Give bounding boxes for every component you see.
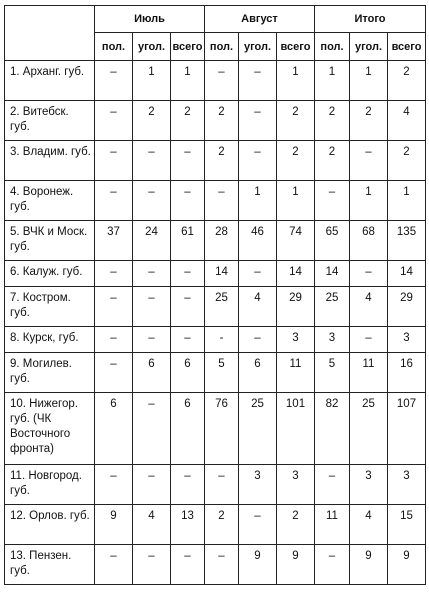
table-row xyxy=(5,61,426,101)
header-group-august: Август xyxy=(205,6,315,33)
value-cell: 37 xyxy=(95,221,133,261)
value-cell: 9 xyxy=(388,545,426,585)
value-cell: 14 xyxy=(205,261,239,287)
value-cell: 16 xyxy=(388,353,426,393)
value-cell: 2 xyxy=(277,505,315,545)
value-cell: – xyxy=(350,141,388,181)
value-cell: – xyxy=(239,101,277,141)
value-cell: - xyxy=(205,327,239,353)
value-cell: 3 xyxy=(315,327,350,353)
table-row xyxy=(5,393,426,465)
region-name-cell: 8. Курск, губ. xyxy=(5,327,95,353)
table-row xyxy=(5,505,426,545)
value-cell: – xyxy=(239,61,277,101)
value-cell: – xyxy=(239,141,277,181)
table-row xyxy=(5,287,426,327)
header-sub-total: всего xyxy=(277,33,315,61)
header-sub-political: пол. xyxy=(95,33,133,61)
value-cell: 5 xyxy=(205,353,239,393)
value-cell: 82 xyxy=(315,393,350,465)
region-name-cell: 3. Владим. губ. xyxy=(5,141,95,181)
value-cell: – xyxy=(95,61,133,101)
value-cell: – xyxy=(171,261,205,287)
value-cell: 2 xyxy=(388,61,426,101)
value-cell: 9 xyxy=(239,545,277,585)
region-name-cell: 7. Костром. губ. xyxy=(5,287,95,327)
value-cell: 68 xyxy=(350,221,388,261)
value-cell: – xyxy=(205,465,239,505)
value-cell: – xyxy=(350,261,388,287)
value-cell: – xyxy=(171,545,205,585)
value-cell: 6 xyxy=(95,393,133,465)
value-cell: 2 xyxy=(315,141,350,181)
header-group-total: Итого xyxy=(315,6,426,33)
value-cell: 6 xyxy=(133,353,171,393)
region-name-cell: 5. ВЧК и Моск. губ. xyxy=(5,221,95,261)
value-cell: 3 xyxy=(277,465,315,505)
region-name-cell: 9. Могилев. губ. xyxy=(5,353,95,393)
value-cell: – xyxy=(95,141,133,181)
value-cell: 3 xyxy=(350,465,388,505)
value-cell: 2 xyxy=(277,101,315,141)
value-cell: 1 xyxy=(133,61,171,101)
value-cell: 3 xyxy=(277,327,315,353)
value-cell: – xyxy=(95,287,133,327)
value-cell: 4 xyxy=(239,287,277,327)
region-name-cell: 13. Пензен. губ. xyxy=(5,545,95,585)
region-name-cell: 2. Витебск. губ. xyxy=(5,101,95,141)
value-cell: – xyxy=(239,261,277,287)
value-cell: 14 xyxy=(388,261,426,287)
value-cell: 11 xyxy=(315,505,350,545)
value-cell: 2 xyxy=(133,101,171,141)
value-cell: 4 xyxy=(133,505,171,545)
header-sub-political: пол. xyxy=(315,33,350,61)
header-sub-total: всего xyxy=(171,33,205,61)
value-cell: 4 xyxy=(388,101,426,141)
value-cell: 13 xyxy=(171,505,205,545)
value-cell: 61 xyxy=(171,221,205,261)
value-cell: 11 xyxy=(277,353,315,393)
header-sub-political: пол. xyxy=(205,33,239,61)
region-name-cell: 4. Воронеж. губ. xyxy=(5,181,95,221)
value-cell: 2 xyxy=(171,101,205,141)
value-cell: 2 xyxy=(277,141,315,181)
region-name-cell: 12. Орлов. губ. xyxy=(5,505,95,545)
value-cell: – xyxy=(315,545,350,585)
value-cell: – xyxy=(315,465,350,505)
value-cell: – xyxy=(315,181,350,221)
value-cell: – xyxy=(95,101,133,141)
table-row xyxy=(5,141,426,181)
value-cell: 2 xyxy=(350,101,388,141)
value-cell: 1 xyxy=(239,181,277,221)
value-cell: – xyxy=(95,465,133,505)
value-cell: – xyxy=(133,465,171,505)
value-cell: – xyxy=(133,393,171,465)
header-group-july: Июль xyxy=(95,6,205,33)
value-cell: 6 xyxy=(239,353,277,393)
value-cell: 3 xyxy=(388,327,426,353)
value-cell: 28 xyxy=(205,221,239,261)
value-cell: 25 xyxy=(239,393,277,465)
value-cell: 46 xyxy=(239,221,277,261)
value-cell: – xyxy=(171,141,205,181)
value-cell: – xyxy=(350,327,388,353)
value-cell: 2 xyxy=(205,141,239,181)
value-cell: – xyxy=(133,141,171,181)
value-cell: 2 xyxy=(388,141,426,181)
header-blank-cell xyxy=(5,6,95,61)
value-cell: – xyxy=(95,353,133,393)
value-cell: – xyxy=(95,181,133,221)
header-sub-criminal: угол. xyxy=(350,33,388,61)
value-cell: – xyxy=(205,545,239,585)
value-cell: 1 xyxy=(350,181,388,221)
value-cell: 9 xyxy=(350,545,388,585)
value-cell: – xyxy=(133,287,171,327)
value-cell: 9 xyxy=(277,545,315,585)
region-name-cell: 11. Новгород. губ. xyxy=(5,465,95,505)
value-cell: – xyxy=(133,545,171,585)
value-cell: 5 xyxy=(315,353,350,393)
value-cell: 4 xyxy=(350,505,388,545)
value-cell: 25 xyxy=(315,287,350,327)
value-cell: 65 xyxy=(315,221,350,261)
value-cell: 14 xyxy=(277,261,315,287)
header-sub-criminal: угол. xyxy=(133,33,171,61)
value-cell: – xyxy=(171,327,205,353)
value-cell: 6 xyxy=(171,393,205,465)
value-cell: 2 xyxy=(315,101,350,141)
value-cell: 14 xyxy=(315,261,350,287)
value-cell: 1 xyxy=(277,61,315,101)
table-row xyxy=(5,327,426,353)
value-cell: – xyxy=(95,327,133,353)
value-cell: 101 xyxy=(277,393,315,465)
value-cell: 3 xyxy=(388,465,426,505)
value-cell: 135 xyxy=(388,221,426,261)
value-cell: 9 xyxy=(95,505,133,545)
value-cell: 24 xyxy=(133,221,171,261)
table-row xyxy=(5,181,426,221)
value-cell: 1 xyxy=(315,61,350,101)
table-body xyxy=(5,61,426,585)
region-name-cell: 1. Арханг. губ. xyxy=(5,61,95,101)
region-name-cell: 10. Нижегор. губ. (ЧК Восточного фронта) xyxy=(5,393,95,465)
value-cell: 74 xyxy=(277,221,315,261)
value-cell: – xyxy=(171,465,205,505)
value-cell: – xyxy=(239,505,277,545)
table-row xyxy=(5,221,426,261)
value-cell: 3 xyxy=(239,465,277,505)
header-sub-criminal: угол. xyxy=(239,33,277,61)
value-cell: 15 xyxy=(388,505,426,545)
value-cell: 1 xyxy=(350,61,388,101)
value-cell: – xyxy=(171,181,205,221)
value-cell: – xyxy=(95,545,133,585)
table-row xyxy=(5,101,426,141)
value-cell: 107 xyxy=(388,393,426,465)
table-row xyxy=(5,545,426,585)
value-cell: – xyxy=(205,181,239,221)
value-cell: 2 xyxy=(205,505,239,545)
header-sub-total: всего xyxy=(388,33,426,61)
value-cell: 76 xyxy=(205,393,239,465)
table-row xyxy=(5,465,426,505)
value-cell: 2 xyxy=(205,101,239,141)
value-cell: 25 xyxy=(205,287,239,327)
table-header xyxy=(5,6,426,61)
value-cell: – xyxy=(133,327,171,353)
value-cell: 1 xyxy=(388,181,426,221)
value-cell: 6 xyxy=(171,353,205,393)
value-cell: – xyxy=(239,327,277,353)
statistics-table xyxy=(4,5,426,585)
value-cell: – xyxy=(171,287,205,327)
header-group-row xyxy=(5,6,426,33)
table-row xyxy=(5,261,426,287)
value-cell: – xyxy=(133,181,171,221)
value-cell: 1 xyxy=(171,61,205,101)
value-cell: – xyxy=(205,61,239,101)
value-cell: – xyxy=(133,261,171,287)
value-cell: 25 xyxy=(350,393,388,465)
table-row xyxy=(5,353,426,393)
statistics-table-container xyxy=(4,5,426,585)
value-cell: 11 xyxy=(350,353,388,393)
value-cell: – xyxy=(95,261,133,287)
value-cell: 29 xyxy=(277,287,315,327)
value-cell: 4 xyxy=(350,287,388,327)
value-cell: 1 xyxy=(277,181,315,221)
value-cell: 29 xyxy=(388,287,426,327)
region-name-cell: 6. Калуж. губ. xyxy=(5,261,95,287)
